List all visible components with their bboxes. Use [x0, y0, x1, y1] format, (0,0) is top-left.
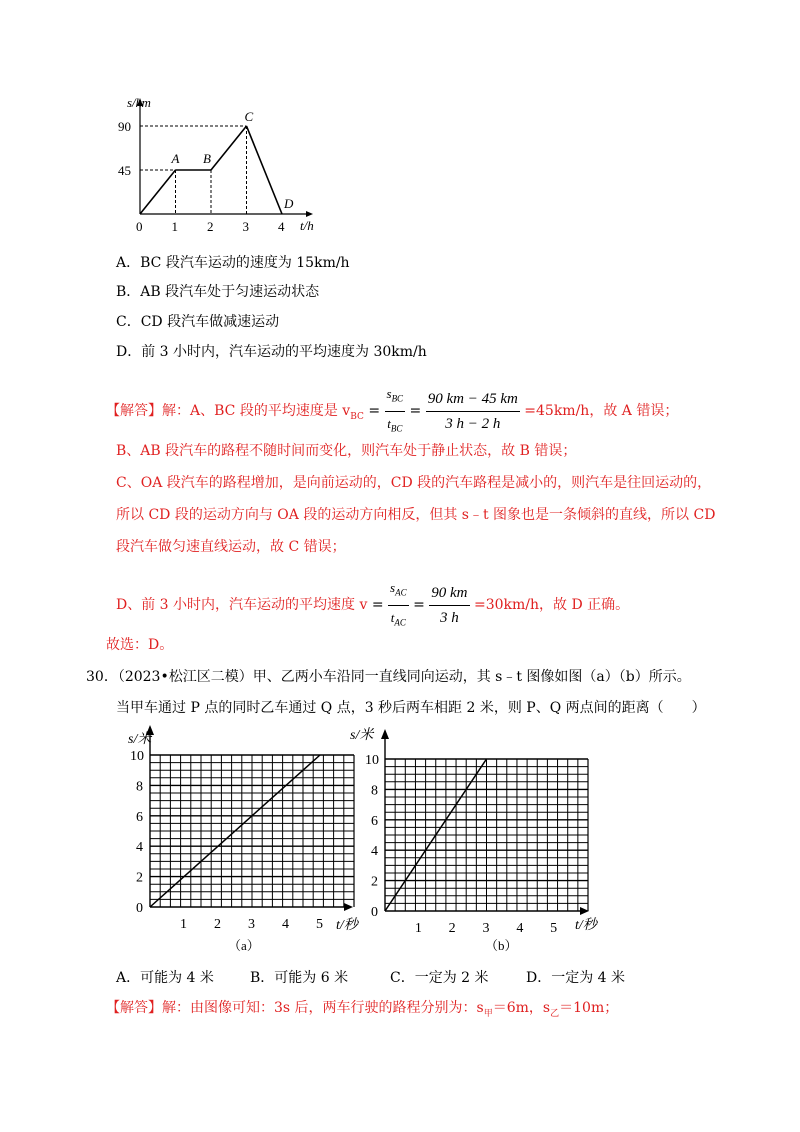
y-tick-label: 4 [371, 844, 378, 860]
option-b: B．AB 段汽车处于匀速运动状态 [116, 284, 320, 300]
answer-b: B、AB 段汽车的路程不随时间而变化，则汽车处于静止状态，故 B 错误； [116, 443, 577, 459]
answer-tag: 【解答】 [106, 403, 162, 420]
y-tick-label: 8 [371, 783, 378, 799]
q30-stem-line2: 当甲车通过 P 点的同时乙车通过 Q 点，3 秒后两车相距 2 米，则 P、Q 两点间的距离（ ） [116, 700, 706, 716]
y-tick-label: 0 [371, 905, 378, 920]
y-axis-label: s/km [127, 95, 151, 110]
x-tick-label: 4 [282, 917, 289, 932]
frac-numerator: 90 km − 45 km [426, 387, 520, 412]
answer-c-line2: 所以 CD 段的运动方向与 OA 段的运动方向相反，但其 s﹣t 图象也是一条倾斜的直线，所以 CD [116, 507, 716, 523]
y-tick-label: 2 [371, 874, 378, 890]
x-tick-label: 1 [171, 219, 178, 234]
option-d: D．前 3 小时内，汽车运动的平均速度为 30km/h [116, 344, 427, 360]
series-segment [211, 126, 247, 170]
chart-a-ylabel: s/米 [128, 732, 152, 747]
chart-a-caption: （a） [228, 938, 260, 953]
answer-a-prefix: 解：A、BC 段的平均速度是 v [162, 403, 351, 420]
answer-c-line1: C、OA 段汽车的路程增加，是向前运动的，CD 段的汽车路程是减小的，则汽车是往回运动的， [116, 475, 712, 491]
q30-answer: 【解答】解：由图像可知：3s 后，两车行驶的路程分别为：$s_甲=6m$，$s_乙=10m$； [106, 1000, 619, 1019]
answer-a-suffix: =45km/h，故 A 错误； [524, 403, 679, 420]
x-tick-label: 1 [180, 917, 187, 932]
chart-a-xlabel: t/秒 [336, 918, 358, 933]
y-tick-label: 45 [118, 163, 131, 178]
x-tick-label: 3 [242, 219, 249, 234]
y-tick-label: 8 [136, 779, 143, 795]
x-tick-label: 2 [448, 921, 456, 936]
y-tick-label: 10 [365, 753, 379, 768]
y-tick-label: 90 [118, 119, 131, 134]
x-tick-label: 2 [214, 917, 221, 932]
chart-b [345, 725, 610, 960]
q30-option-d: D．一定为 4 米 [526, 970, 626, 986]
x-axis-label: t/h [300, 218, 314, 233]
y-tick-label: 2 [136, 870, 143, 886]
y-tick-label: 10 [130, 749, 144, 764]
chart-a [118, 725, 368, 960]
series-segment [247, 126, 283, 214]
point-label-c: C [244, 109, 254, 124]
x-tick-label: 4 [516, 921, 524, 936]
x-axis-arrow [306, 211, 313, 217]
frac-denominator: 3 h − 2 h [445, 415, 501, 432]
x-tick-label: 3 [482, 921, 490, 936]
x-tick-label: 0 [136, 219, 143, 234]
answer-a-sub: BC [350, 411, 364, 422]
point-label-a: A [171, 151, 180, 166]
answer-d: D、前 3 小时内，汽车运动的平均速度 v = $\frac{s_{AC}}{t_{AC}}$ = $\frac{90 km}{3 h}$ =30km/h，故 D 正确。 [116, 576, 629, 634]
q30-option-b: B．可能为 6 米 [250, 970, 349, 986]
x-tick-label: 2 [207, 219, 214, 234]
x-tick-label: 1 [414, 921, 422, 936]
chart-b-ylabel: s/米 [350, 728, 374, 743]
y-tick-label: 6 [371, 813, 378, 829]
point-label-b: B [203, 151, 211, 166]
x-tick-label: 5 [550, 921, 558, 936]
answer-d-suffix: =30km/h，故 D 正确。 [473, 597, 630, 614]
x-tick-label: 4 [278, 219, 285, 234]
distance-time-chart [110, 90, 320, 240]
y-tick-label: 4 [136, 840, 143, 856]
chart-b-xlabel: t/秒 [575, 918, 597, 933]
y-axis-arrow [381, 729, 389, 739]
answer-c-line3: 段汽车做匀速直线运动，故 C 错误； [116, 539, 346, 555]
chart-b-caption: （b） [485, 938, 518, 953]
y-tick-label: 0 [136, 901, 143, 916]
answer-a: 【解答】解：A、BC 段的平均速度是 $v_{BC}$ = $\frac{s_{BC}}{t_{BC}}$ = $\frac{90 km - 45 km}{3 h - 2 h}$ =45km/h，故 A 错误； [106, 382, 678, 440]
option-a: A．BC 段汽车运动的速度为 15km/h [116, 255, 350, 271]
y-tick-label: 6 [136, 809, 143, 825]
final-choice: 故选：D。 [106, 637, 174, 653]
q30-stem-line1: 30．（2023•松江区二模）甲、乙两小车沿同一直线同向运动，其 s﹣t 图像如图（a）（b）所示。 [86, 669, 691, 685]
answer-d-prefix: D、前 3 小时内，汽车运动的平均速度 v [116, 597, 368, 614]
series-segment [140, 170, 176, 214]
x-tick-label: 3 [248, 917, 255, 932]
point-label-d: D [284, 196, 294, 211]
q30-option-c: C．一定为 2 米 [390, 970, 489, 986]
q30-option-a: A．可能为 4 米 [116, 970, 214, 986]
x-tick-label: 5 [316, 917, 323, 932]
option-c: C．CD 段汽车做减速运动 [116, 314, 280, 330]
